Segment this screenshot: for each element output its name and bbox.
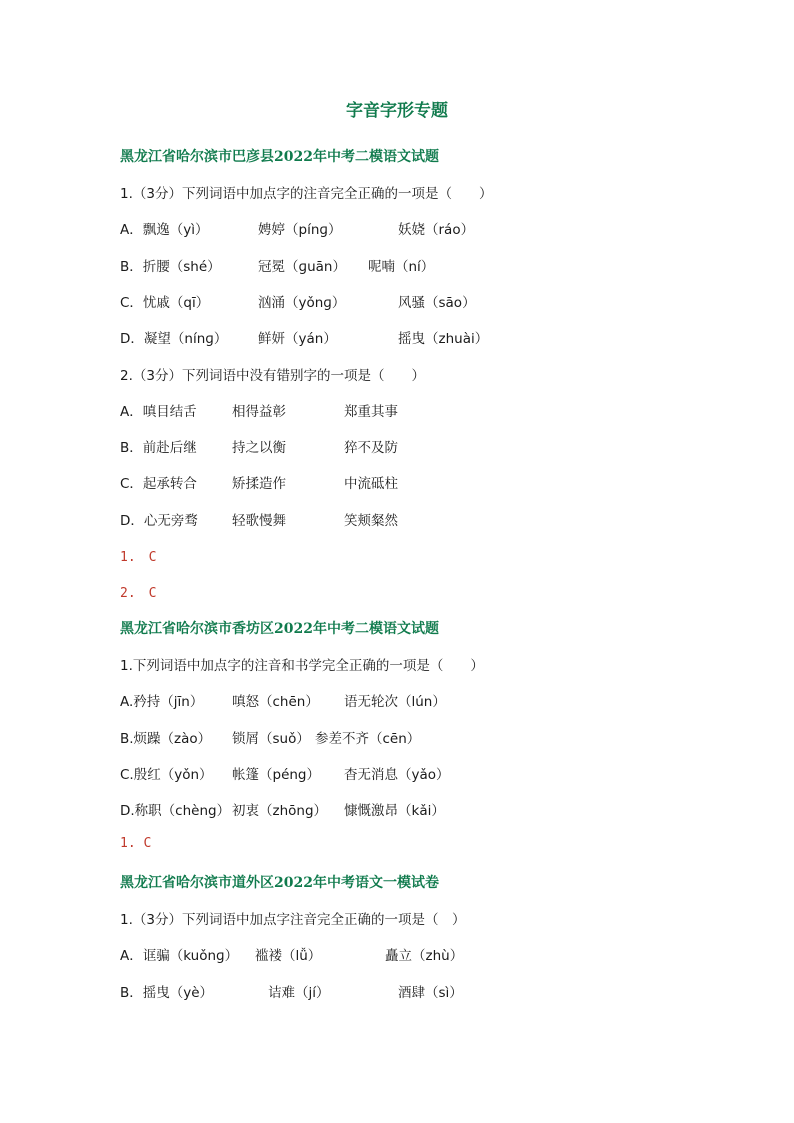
option-cell: 嗔怒（chēn） [232, 694, 319, 710]
option-cell: 汹涌（yǒnɡ） [258, 295, 346, 311]
option-cell: A．嗔目结舌 [120, 404, 197, 420]
option-cell: 参差不齐（cēn） [315, 731, 421, 747]
section-heading-2: 黑龙江省哈尔滨市香坊区2022年中考二模语文试题 [120, 621, 439, 637]
option-cell: 冠冕（ɡuān） [258, 259, 346, 275]
question-stem: 2.（3分）下列词语中没有错别字的一项是（ ） [120, 368, 425, 384]
option-cell: 呢喃（ní） [368, 259, 435, 275]
option-cell: B．折腰（shé） [120, 259, 221, 275]
option-cell: 风骚（sāo） [398, 295, 476, 311]
option-cell: 摇曳（zhuài） [398, 331, 489, 347]
option-cell: 鲜妍（yán） [258, 331, 337, 347]
option-cell: 猝不及防 [344, 440, 398, 456]
section-heading-1: 黑龙江省哈尔滨市巴彦县2022年中考二模语文试题 [120, 149, 439, 165]
option-cell: B．摇曳（yè） [120, 985, 214, 1001]
option-cell: 慷慨激昂（kǎi） [344, 803, 445, 819]
option-cell: 褴褛（lǚ） [255, 948, 322, 964]
option-cell: D.称职（chèng） [120, 803, 231, 819]
question-stem: 1.（3分）下列词语中加点字的注音完全正确的一项是（ ） [120, 186, 493, 202]
option-cell: 诘难（jí） [268, 985, 330, 1001]
option-cell: B．前赴后继 [120, 440, 197, 456]
option-cell: 笑颊粲然 [344, 513, 398, 529]
option-cell: 娉婷（pínɡ） [258, 222, 342, 238]
answer-line: 2. C [120, 586, 157, 601]
section-heading-3: 黑龙江省哈尔滨市道外区2022年中考语文一模试卷 [120, 875, 439, 891]
option-cell: 语无轮次（lún） [344, 694, 446, 710]
option-cell: 妖娆（ráo） [398, 222, 475, 238]
option-cell: 矗立（zhù） [385, 948, 464, 964]
option-cell: C.殷红（yǒn） [120, 767, 213, 783]
option-cell: 初衷（zhōng） [232, 803, 328, 819]
option-cell: 帐篷（péng） [232, 767, 321, 783]
option-cell: 轻歌慢舞 [232, 513, 286, 529]
option-cell: A．飘逸（yì） [120, 222, 209, 238]
option-cell: A.矜持（jīn） [120, 694, 204, 710]
option-cell: C．起承转合 [120, 476, 197, 492]
option-cell: D．心无旁骛 [120, 513, 198, 529]
question-stem: 1.（3分）下列词语中加点字注音完全正确的一项是（ ） [120, 912, 466, 928]
answer-line: 1. C [120, 550, 157, 565]
option-cell: 持之以衡 [232, 440, 286, 456]
option-cell: B.烦躁（zào） [120, 731, 212, 747]
option-cell: A．诓骗（kuǒnɡ） [120, 948, 239, 964]
option-cell: 中流砥柱 [344, 476, 398, 492]
page-title: 字音字形专题 [346, 101, 448, 121]
option-cell: 郑重其事 [344, 404, 398, 420]
option-cell: D．凝望（nínɡ） [120, 331, 228, 347]
option-cell: 酒肆（sì） [398, 985, 463, 1001]
option-cell: 锁屑（suǒ） [232, 731, 310, 747]
option-cell: 杳无消息（yǎo） [344, 767, 450, 783]
question-stem: 1.下列词语中加点字的注音和书学完全正确的一项是（ ） [120, 658, 484, 674]
option-cell: C．忧戚（qī） [120, 295, 210, 311]
option-cell: 矫揉造作 [232, 476, 286, 492]
option-cell: 相得益彰 [232, 404, 286, 420]
answer-line: 1. C [120, 836, 152, 851]
